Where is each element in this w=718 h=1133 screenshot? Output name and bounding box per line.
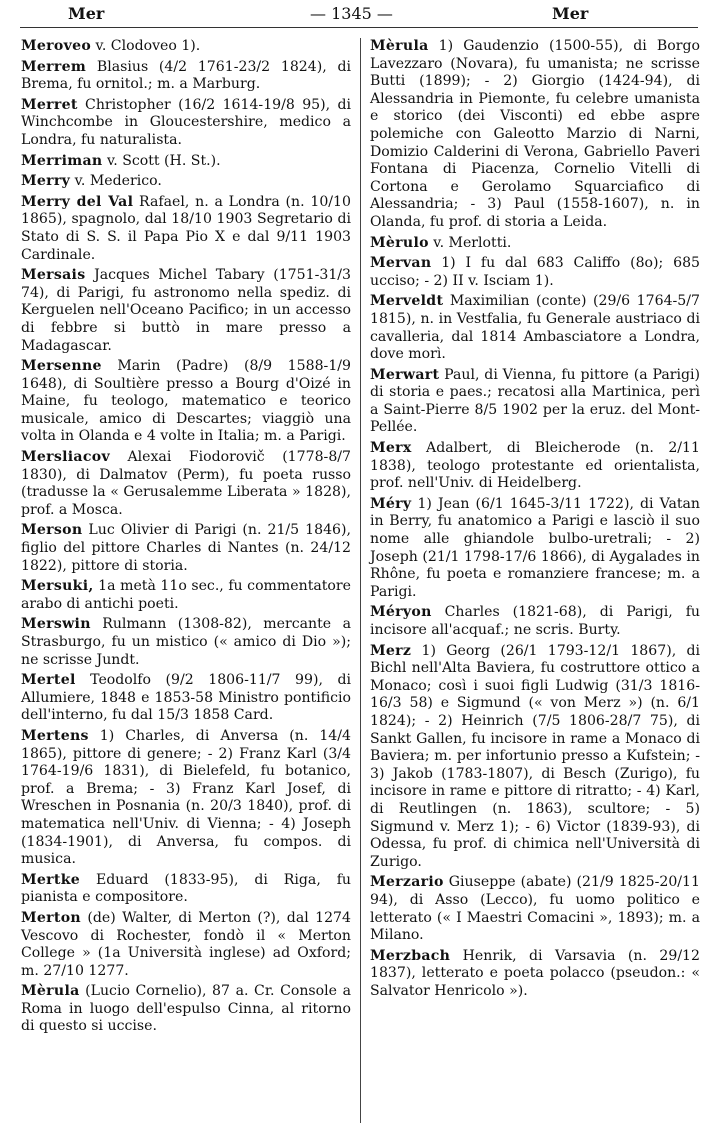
entry-text: Paul, di Vienna, fu pittore (a Parigi) di storia e paes.; recatosi alla Martinica, perì a Saint-Pierre 8/5 1902 per la eruz. del Mont-Pellée. — [370, 366, 700, 436]
entry-headword: Mertke — [21, 871, 81, 888]
entry-text: 1) I fu dal 683 Califfo (8o); 685 ucciso; - 2) II v. Isciam 1). — [370, 255, 700, 289]
entry-text: Alexai Fiodorovič (1778-8/7 1830), di Dalmatov (Perm), fu poeta russo (tradusse la « Gerusalemme Liberata » 1828), prof. a Mosca. — [21, 449, 351, 518]
entry-text: Rulmann (1308-82), mercante a Strasburgo, fu un mistico (« amico di Dio »); ne scrisse Jundt. — [21, 616, 351, 668]
entry-headword: Merry del Val — [21, 193, 134, 210]
entry-headword: Merson — [21, 522, 83, 539]
entry-headword: Merwart — [370, 366, 440, 383]
entry-text: Jacques Michel Tabary (1751-31/3 74), di Parigi, fu astronomo nella spediz. di Kerguelen nell'Oceano Pacifico; in un accesso di febbre si buttò in mare presso a Madagascar. — [21, 267, 351, 354]
entry-text: Teodolfo (9/2 1806-11/7 99), di Allumiere, 1848 e 1853-58 Ministro pontificio dell'interno, fu dal 15/3 1858 Card. — [21, 672, 351, 724]
entry-headword: Mervan — [370, 255, 432, 272]
dictionary-entry — [21, 38, 351, 56]
entry-text: Henrik, di Varsavia (n. 29/12 1837), letterato e poeta polacco (pseudon.: « Salvator Henricolo »). — [370, 947, 700, 999]
entry-headword: Mertens — [21, 727, 89, 744]
dictionary-entry — [21, 449, 351, 519]
entry-headword: Merz — [370, 642, 412, 659]
entry-headword: Merzario — [370, 874, 444, 891]
dictionary-entry — [21, 194, 351, 264]
entry-text: Luc Olivier di Parigi (n. 21/5 1846), figlio del pittore Charles di Nantes (n. 24/12 1822), pittore di storia. — [21, 522, 351, 574]
entry-text: 1) Jean (6/1 1645-3/11 1722), di Vatan in Berry, fu anatomico a Parigi e lasciò il suo nome alle ghiandole bulbo-uretrali; - 2) Joseph (21/1 1798-17/6 1866), di Aygalades in Rhône, fu poeta e romanziere francese; m. a Parigi. — [370, 495, 700, 600]
running-head-left: Mer — [68, 4, 105, 23]
entry-headword: Mersenne — [21, 358, 102, 375]
dictionary-entry — [370, 496, 700, 602]
dictionary-entry — [370, 604, 700, 639]
left-column — [21, 38, 351, 1039]
entry-text: Rafael, n. a Londra (n. 10/10 1865), spagnolo, dal 18/10 1903 Segretario di Stato di S. S. il Papa Pio X e dal 9/11 1903 Cardinale. — [21, 193, 351, 263]
entry-headword: Mèrulo — [370, 234, 429, 251]
entry-headword: Mersais — [21, 267, 86, 284]
entry-headword: Méry — [370, 495, 412, 512]
page-number: — 1345 — — [310, 4, 393, 23]
dictionary-entry — [370, 235, 700, 253]
entry-headword: Méryon — [370, 604, 432, 621]
entry-text: Blasius (4/2 1761-23/2 1824), di Brema, fu ornitol.; m. a Marburg. — [21, 58, 351, 93]
dictionary-entry — [370, 293, 700, 363]
entry-text: Christopher (16/2 1614-19/8 95), di Winchcombe in Gloucestershire, medico a Londra, fu naturalista. — [21, 96, 351, 148]
entry-text: (Lucio Cornelio), 87 a. Cr. Console a Roma in luogo dell'espulso Cinna, al ritorno di questo si uccise. — [21, 983, 351, 1035]
dictionary-entry — [21, 983, 351, 1036]
dictionary-entry — [21, 522, 351, 575]
dictionary-entry — [21, 616, 351, 669]
running-head-right: Mer — [552, 4, 589, 23]
entry-text: Eduard (1833-95), di Riga, fu pianista e compositore. — [21, 871, 351, 906]
dictionary-entry — [370, 874, 700, 944]
entry-text: 1) Georg (26/1 1793-12/1 1867), di Bichl nell'Alta Baviera, fu costruttore ottico a Monaco; così i suoi figli Ludwig (31/3 1816-16/3 58) e Sigmund (« von Merz ») (n. 6/1 1824); - 2) Heinrich (7/5 1806-28/7 75), di Sankt Gallen, fu incisore in rame a Monaco di Baviera; m. per infortunio presso a Kufstein; - 3) Jakob (1783-1807), di Besch (Zurigo), fu incisore in rame e pittore di ritratto; - 4) Karl, di Reutlingen (n. 1863), scultore; - 5) Sigmund v. Merz 1); - 6) Victor (1839-93), di Odessa, fu prof. di chimica nell'Università di Zurigo. — [370, 642, 700, 870]
entry-text: v. Scott (H. St.). — [102, 152, 221, 169]
dictionary-entry — [370, 643, 700, 872]
entry-headword: Meroveo — [21, 38, 92, 54]
entry-text: v. Merlotti. — [428, 234, 512, 251]
entry-headword: Merzbach — [370, 947, 451, 964]
right-column — [370, 38, 700, 1003]
entry-text: Charles (1821-68), di Parigi, fu incisore all'acquaf.; ne scris. Burty. — [370, 604, 700, 638]
dictionary-entry — [370, 255, 700, 290]
dictionary-entry — [21, 59, 351, 94]
entry-headword: Merveldt — [370, 293, 444, 310]
entry-headword: Merx — [370, 440, 412, 457]
entry-headword: Mersuki, — [21, 578, 94, 595]
dictionary-entry — [370, 948, 700, 1001]
dictionary-entry — [370, 38, 700, 232]
dictionary-entry — [21, 910, 351, 980]
header-rule — [20, 27, 698, 28]
dictionary-entry — [21, 872, 351, 907]
column-divider — [360, 38, 361, 1123]
dictionary-entry — [21, 267, 351, 355]
entry-headword: Merriman — [21, 152, 103, 169]
entry-headword: Merswin — [21, 616, 91, 633]
dictionary-entry — [21, 173, 351, 191]
dictionary-entry — [21, 153, 351, 171]
entry-headword: Merry — [21, 173, 71, 190]
entry-text: 1) Charles, di Anversa (n. 14/4 1865), pittore di genere; - 2) Franz Karl (3/4 1764-19/6 1831), di Bielefeld, fu botanico, prof. a Brema; - 3) Franz Karl Josef, di Wreschen in Posnania (n. 20/3 1840), prof. di matematica nell'Univ. di Vienna; - 4) Joseph (1834-1901), di Anversa, fu compos. di musica. — [21, 727, 351, 868]
entry-headword: Merrem — [21, 58, 87, 75]
page-header — [0, 0, 718, 26]
entry-text: Marin (Padre) (8/9 1588-1/9 1648), di Soultière presso a Bourg d'Oizé in Maine, fu teologo, matematico e teorico musicale, amico di Descartes; viaggiò una volta in Olanda e 4 volte in Italia; m. a Parigi. — [21, 358, 351, 445]
dictionary-entry — [21, 97, 351, 150]
dictionary-entry — [370, 440, 700, 493]
dictionary-entry — [21, 578, 351, 613]
entry-text: v. Clodoveo 1). — [91, 38, 201, 54]
entry-text: 1) Gaudenzio (1500-55), di Borgo Lavezzaro (Novara), fu umanista; ne scrisse Butti (1899); - 2) Giorgio (1424-94), di Alessandria in Piemonte, fu celebre umanista e storico (dei Visconti) ed ebbe aspre polemiche con Galeotto Marzio di Narni, Domizio Calderini di Verona, Gabriello Paveri Fontana di Piacenza, Cornelio Vitelli di Cortona e Gerolamo Squarciafico di Alessandria; - 3) Paul (1558-1607), n. in Olanda, fu prof. di storia a Leida. — [370, 38, 700, 230]
entry-text: Adalbert, di Bleicherode (n. 2/11 1838), teologo protestante ed orientalista, prof. nell'Univ. di Heidelberg. — [370, 440, 700, 492]
entry-headword: Mèrula — [370, 38, 429, 54]
entry-text: v. Mederico. — [70, 173, 162, 190]
dictionary-entry — [21, 672, 351, 725]
entry-headword: Mèrula — [21, 983, 80, 1000]
dictionary-entry — [21, 728, 351, 869]
dictionary-entry — [21, 358, 351, 446]
entry-headword: Mertel — [21, 672, 76, 689]
entry-text: (de) Walter, di Merton (?), dal 1274 Vescovo di Rochester, fondò il « Merton College » (1a Università inglese) ad Oxford; m. 27/10 1277. — [21, 909, 351, 979]
entry-text: Maximilian (conte) (29/6 1764-5/7 1815), n. in Vestfalia, fu Generale austriaco di cavalleria, dal 1814 Ambasciatore a Londra, dove morì. — [370, 293, 700, 363]
entry-text: Giuseppe (abate) (21/9 1825-20/11 94), di Asso (Lecco), fu uomo politico e letterato (« I Maestri Comacini », 1893); m. a Milano. — [370, 874, 700, 944]
entry-headword: Mersliacov — [21, 449, 110, 466]
entry-headword: Merret — [21, 96, 78, 113]
entry-text: 1a metà 11o sec., fu commentatore arabo di antichi poeti. — [21, 578, 351, 612]
dictionary-entry — [370, 367, 700, 437]
entry-headword: Merton — [21, 909, 81, 926]
